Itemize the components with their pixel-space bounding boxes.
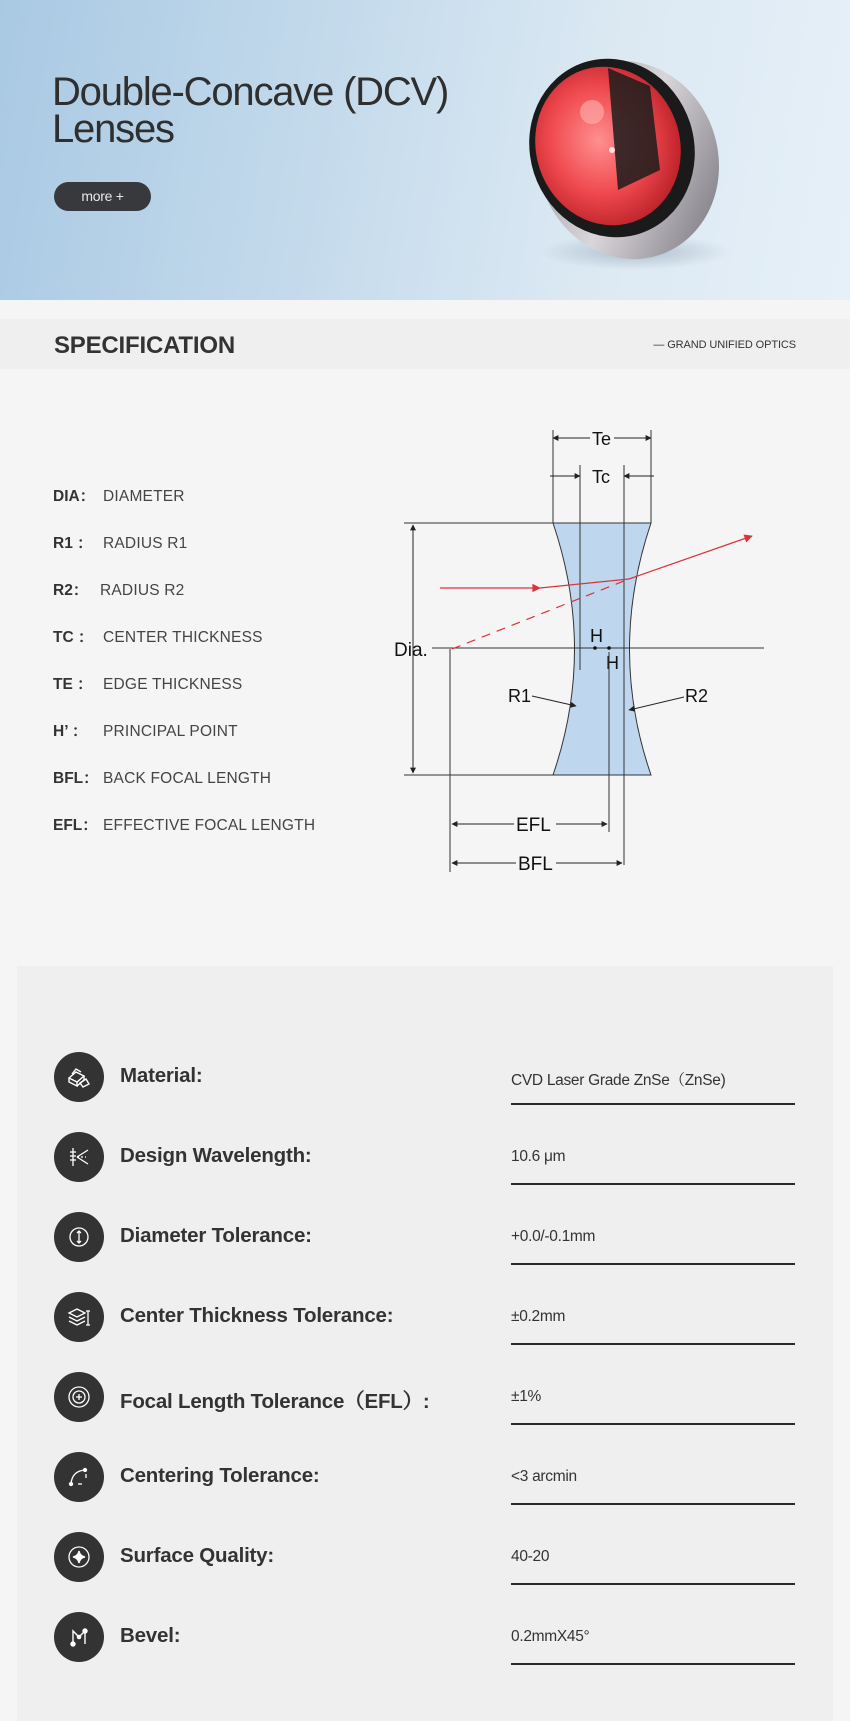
divider: [511, 1503, 795, 1505]
specification-header: [0, 319, 850, 369]
legend-item: [53, 484, 373, 531]
r2-label: R2: [685, 686, 709, 706]
spec-label: Centering Tolerance:: [120, 1464, 320, 1487]
spec-row: [17, 1531, 833, 1611]
divider: [511, 1183, 795, 1185]
legend-key: R2：: [53, 582, 89, 599]
legend-item: [53, 625, 373, 672]
specification-title: SPECIFICATION: [54, 332, 235, 359]
spec-label: Focal Length Tolerance（EFL）:: [120, 1390, 430, 1413]
spec-row: [17, 1291, 833, 1371]
legend-key: TC ：: [53, 629, 94, 646]
divider: [511, 1343, 795, 1345]
h2-label: H: [606, 653, 619, 673]
divider: [511, 1583, 795, 1585]
legend-key: BFL：: [53, 770, 99, 787]
spec-value: ±0.2mm: [511, 1308, 566, 1325]
spec-table: [17, 966, 833, 1721]
diameter-icon: [54, 1212, 104, 1262]
dia-label: Dia.: [394, 640, 428, 661]
wavelength-icon: [54, 1132, 104, 1182]
page-title: [52, 70, 449, 151]
h1-label: H: [590, 626, 603, 646]
spec-value: 10.6 μm: [511, 1148, 566, 1165]
divider: [511, 1263, 795, 1265]
title-line-2: Lenses: [52, 107, 174, 151]
hero-banner: [0, 0, 850, 300]
focal-length-icon: [54, 1372, 104, 1422]
spec-row: [17, 1051, 833, 1131]
title-line-1: Double-Concave (DCV): [52, 70, 449, 114]
spec-row: [17, 1611, 833, 1691]
spec-row: [17, 1451, 833, 1531]
legend-item: [53, 766, 373, 813]
diagram-legend: [53, 484, 373, 860]
spec-row: [17, 1211, 833, 1291]
legend-value: BACK FOCAL LENGTH: [103, 770, 272, 787]
brand-tagline: — GRAND UNIFIED OPTICS: [653, 339, 796, 351]
legend-value: EDGE THICKNESS: [103, 676, 243, 693]
spec-label: Surface Quality:: [120, 1544, 275, 1567]
divider: [511, 1103, 795, 1105]
spec-row: [17, 1131, 833, 1211]
spec-row: [17, 1371, 833, 1451]
more-button[interactable]: more +: [54, 182, 151, 211]
spec-label: Bevel:: [120, 1624, 181, 1647]
legend-key: DIA：: [53, 488, 96, 505]
spec-value: ±1%: [511, 1388, 542, 1405]
bevel-icon: [54, 1612, 104, 1662]
legend-key: TE ：: [53, 676, 93, 693]
surface-quality-icon: [54, 1532, 104, 1582]
bfl-label: BFL: [518, 854, 553, 875]
divider: [511, 1423, 795, 1425]
thickness-icon: [54, 1292, 104, 1342]
legend-value: RADIUS R2: [100, 582, 185, 599]
legend-value: RADIUS R1: [103, 535, 188, 552]
divider: [511, 1663, 795, 1665]
legend-value: PRINCIPAL POINT: [103, 723, 238, 740]
spec-value: CVD Laser Grade ZnSe（ZnSe): [511, 1072, 726, 1089]
spec-label: Material:: [120, 1064, 203, 1087]
lens-diagram: [380, 420, 780, 880]
te-label: Te: [592, 429, 612, 449]
spec-value: 0.2mmX45°: [511, 1628, 590, 1645]
legend-value: DIAMETER: [103, 488, 185, 505]
spec-label: Design Wavelength:: [120, 1144, 312, 1167]
legend-item: [53, 672, 373, 719]
tc-label: Tc: [592, 467, 610, 487]
legend-item: [53, 813, 373, 860]
legend-value: CENTER THICKNESS: [103, 629, 263, 646]
r1-label: R1: [508, 686, 532, 706]
efl-label: EFL: [516, 815, 551, 836]
legend-key: H’ ：: [53, 723, 88, 740]
legend-item: [53, 531, 373, 578]
legend-item: [53, 578, 373, 625]
material-icon: [54, 1052, 104, 1102]
lens-shape: [553, 523, 651, 775]
spec-value: +0.0/-0.1mm: [511, 1228, 596, 1245]
spec-value: 40-20: [511, 1548, 550, 1565]
spec-label: Center Thickness Tolerance:: [120, 1304, 394, 1327]
legend-key: EFL：: [53, 817, 98, 834]
legend-value: EFFECTIVE FOCAL LENGTH: [103, 817, 316, 834]
spec-label: Diameter Tolerance:: [120, 1224, 312, 1247]
spec-value: <3 arcmin: [511, 1468, 577, 1485]
legend-item: [53, 719, 373, 766]
lens-product-image: [500, 40, 730, 280]
legend-key: R1 ：: [53, 535, 93, 552]
centering-icon: [54, 1452, 104, 1502]
